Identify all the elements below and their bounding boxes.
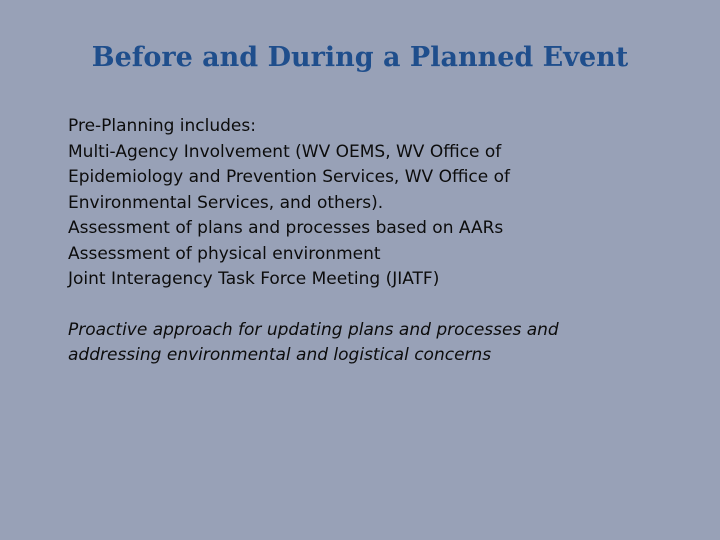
body-line-assessment-plans: Assessment of plans and processes based on AARs [68, 218, 504, 238]
body-text-block [68, 114, 688, 293]
body-line-multi-agency: Multi-Agency Involvement (WV OEMS, WV Office of [68, 141, 502, 162]
body-line-assessment-environment: Assessment of physical environment [68, 243, 381, 264]
slide-title: Before and During a Planned Event [91, 42, 629, 73]
italic-note [68, 318, 688, 369]
body-line-pre-planning: Pre-Planning includes: [68, 116, 256, 136]
note-line-proactive: Proactive approach for updating plans and processes and [68, 319, 559, 340]
body-line-jiatf: Joint Interagency Task Force Meeting (JIATF) [68, 269, 440, 289]
slide-body [68, 114, 688, 369]
body-line-epidemiology: Epidemiology and Prevention Services, WV Office of [68, 167, 510, 187]
body-line-environmental-services: Environmental Services, and others). [68, 192, 384, 213]
note-line-addressing: addressing environmental and logistical concerns [68, 345, 492, 365]
